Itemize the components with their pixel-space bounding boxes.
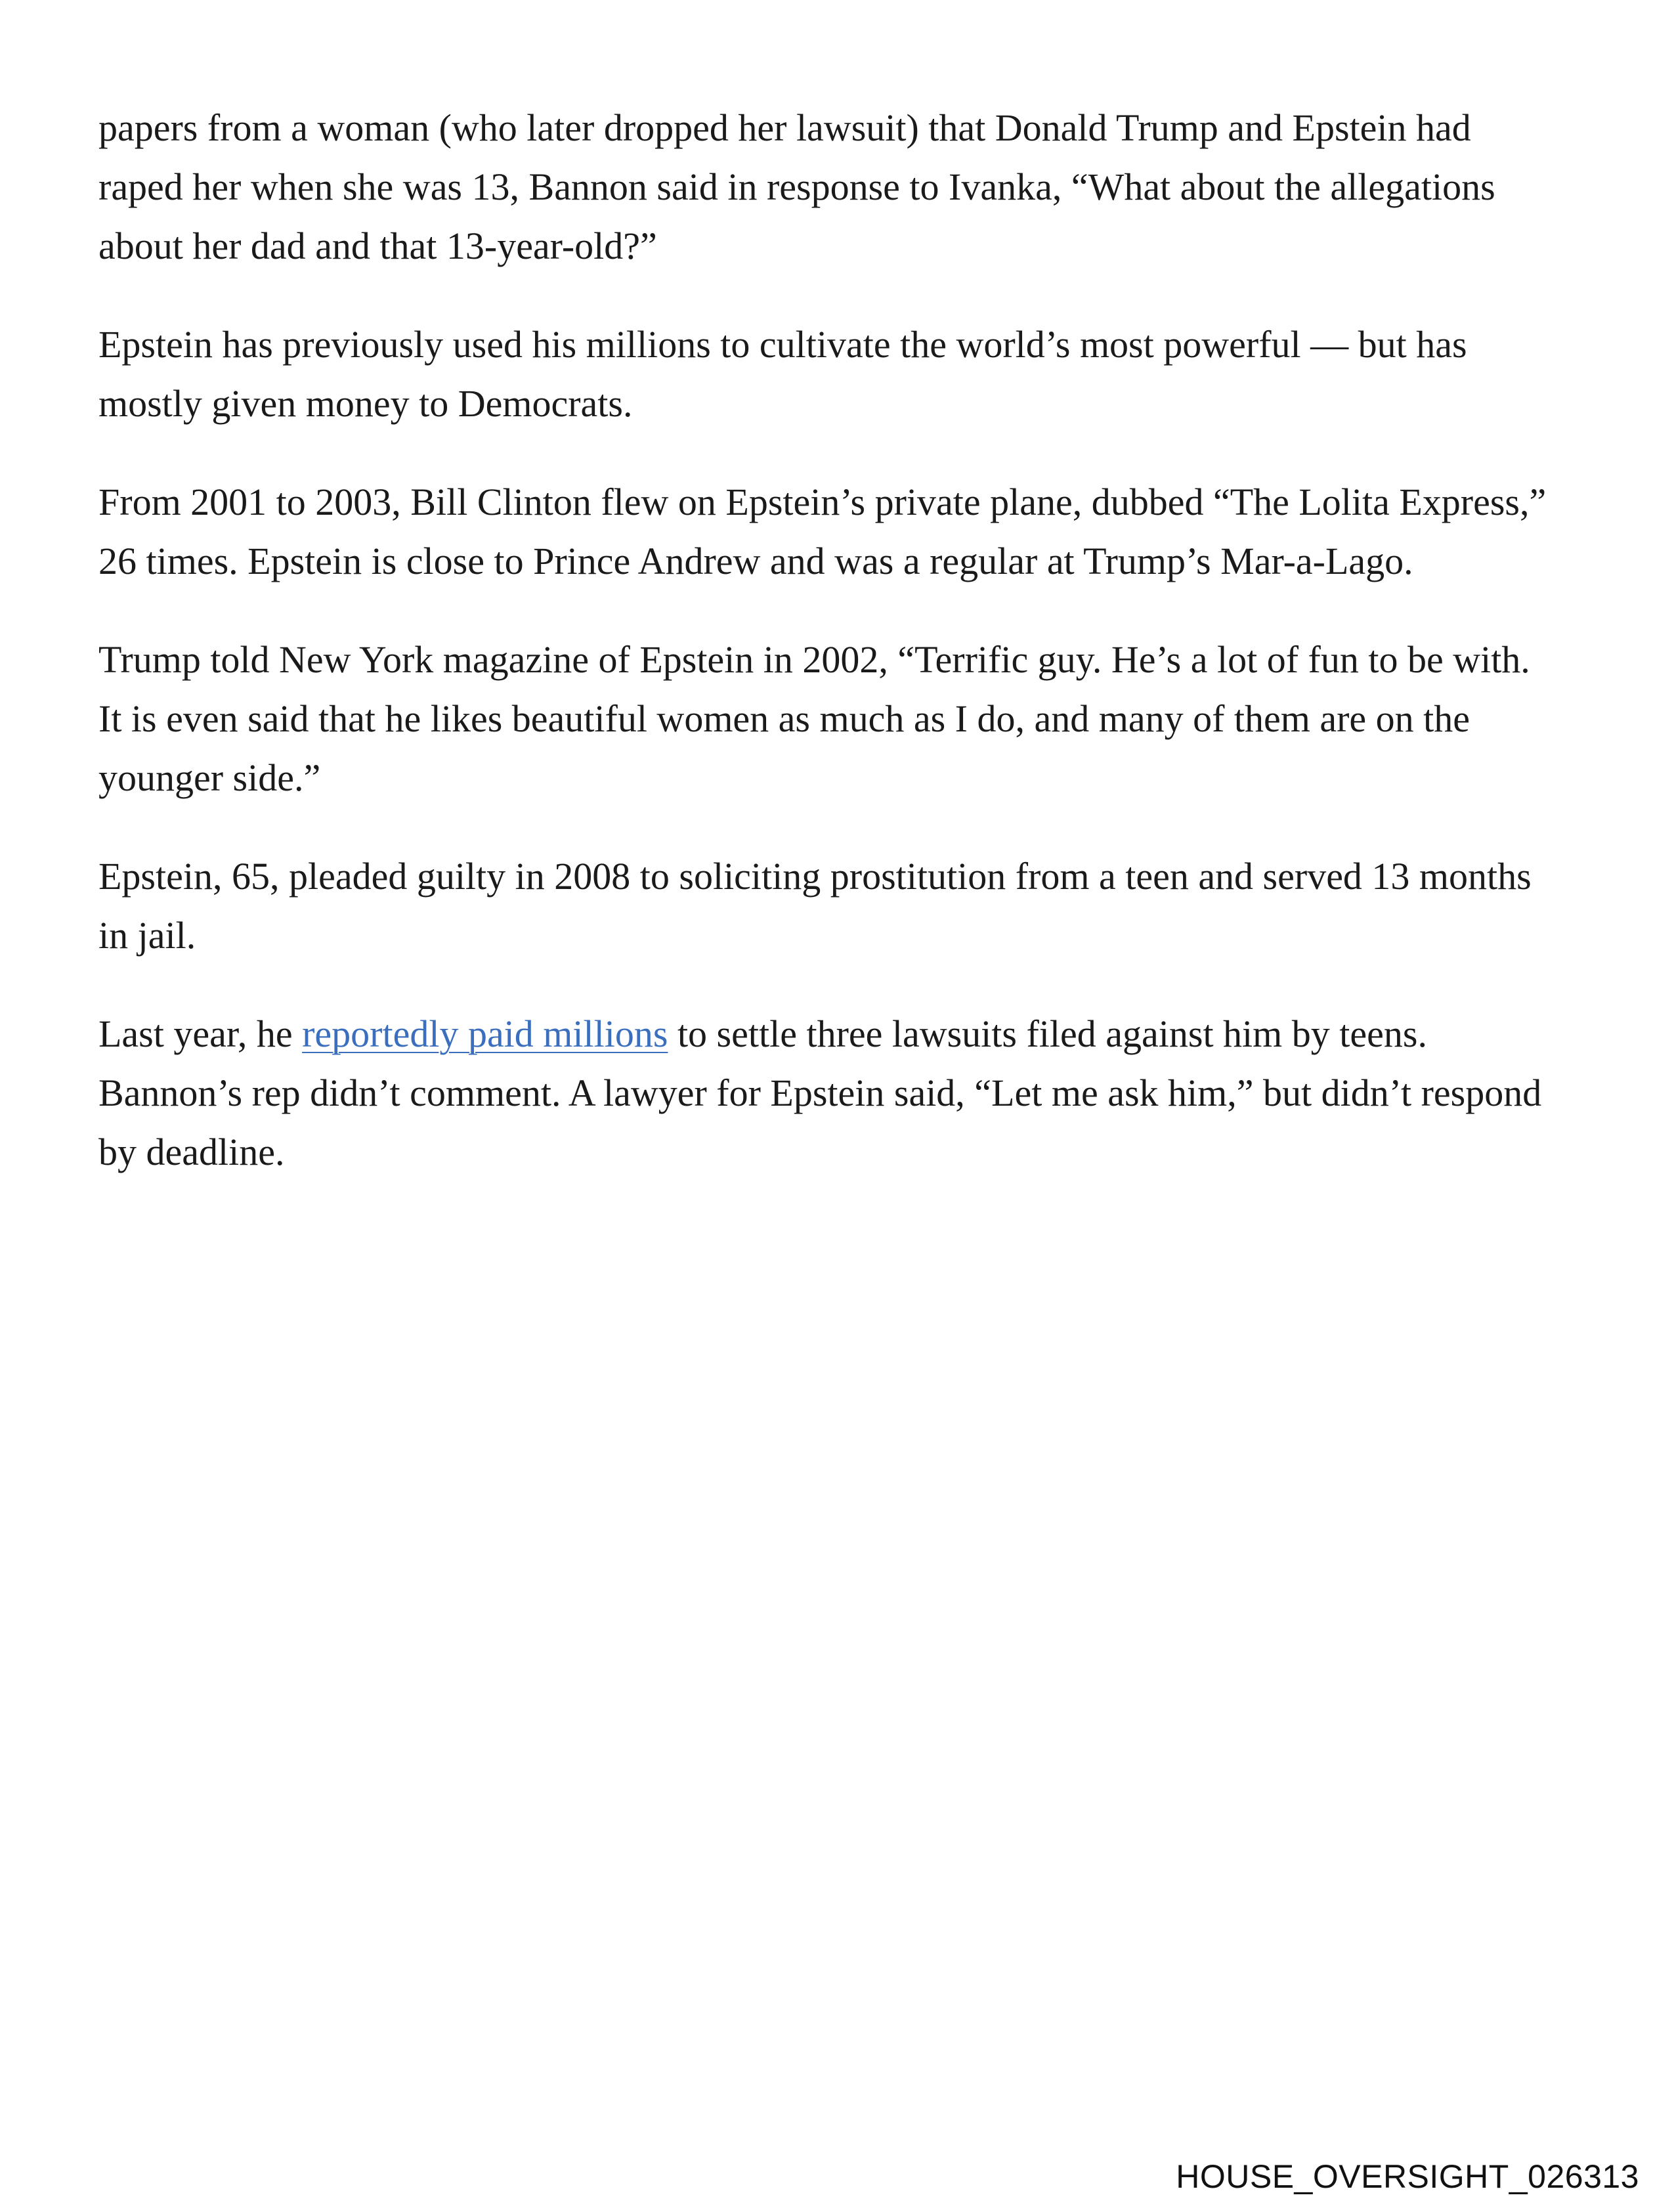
text-line: younger side.” bbox=[98, 756, 321, 799]
text-line: papers from a woman (who later dropped her lawsuit) that Donald Trump and Epstein had bbox=[98, 106, 1471, 149]
text-line: raped her when she was 13, Bannon said in response to Ivanka, “What about the allegations bbox=[98, 165, 1495, 208]
paragraph-allegations bbox=[98, 98, 1582, 276]
text-line bbox=[98, 1005, 1582, 1064]
paragraph-guilty-plea bbox=[98, 847, 1582, 965]
text-line: in jail. bbox=[98, 914, 196, 957]
text-line: It is even said that he likes beautiful women as much as I do, and many of them are on the bbox=[98, 697, 1470, 740]
text-line: From 2001 to 2003, Bill Clinton flew on Epstein’s private plane, dubbed “The Lolita Express,” bbox=[98, 481, 1547, 523]
document-id-stamp: HOUSE_OVERSIGHT_026313 bbox=[1176, 2158, 1639, 2195]
text-line: by deadline. bbox=[98, 1131, 285, 1173]
text-line: Trump told New York magazine of Epstein in 2002, “Terrific guy. He’s a lot of fun to be with. bbox=[98, 638, 1530, 681]
text-segment: to settle three lawsuits filed against him by teens. bbox=[668, 1012, 1427, 1055]
article-body bbox=[98, 98, 1582, 1221]
text-line: Epstein has previously used his millions to cultivate the world’s most powerful — but has bbox=[98, 323, 1467, 366]
paragraph-democrats bbox=[98, 315, 1582, 433]
text-line: 26 times. Epstein is close to Prince Andrew and was a regular at Trump’s Mar-a-Lago. bbox=[98, 540, 1413, 582]
text-line: Epstein, 65, pleaded guilty in 2008 to soliciting prostitution from a teen and served 13 months bbox=[98, 855, 1532, 898]
text-line: Bannon’s rep didn’t comment. A lawyer for Epstein said, “Let me ask him,” but didn’t respond bbox=[98, 1072, 1542, 1114]
paragraph-trump-quote bbox=[98, 630, 1582, 808]
paragraph-lawsuits bbox=[98, 1005, 1582, 1182]
text-segment: Last year, he bbox=[98, 1012, 303, 1055]
text-line: about her dad and that 13-year-old?” bbox=[98, 225, 657, 267]
text-line: mostly given money to Democrats. bbox=[98, 382, 633, 425]
paragraph-clinton bbox=[98, 473, 1582, 591]
reportedly-paid-millions-link[interactable]: reportedly paid millions bbox=[302, 1012, 668, 1055]
